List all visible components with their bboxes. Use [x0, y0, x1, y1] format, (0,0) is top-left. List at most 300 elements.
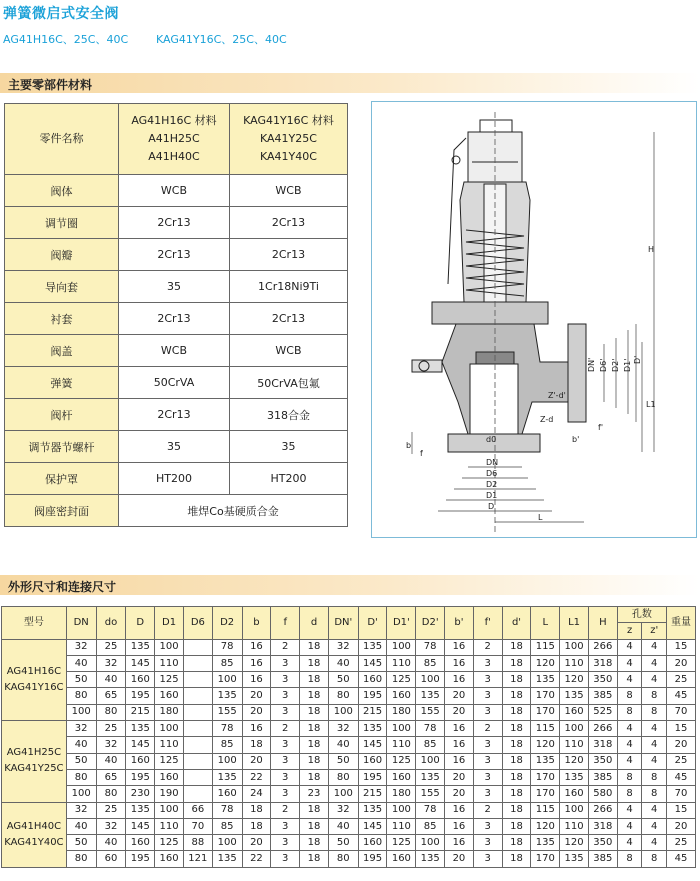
- table-cell: 16: [242, 655, 271, 671]
- table-cell: 195: [358, 851, 387, 867]
- table-row: [5, 335, 348, 367]
- table-cell: 110: [155, 818, 184, 834]
- table-cell: 2: [473, 721, 502, 737]
- column-header: D1': [387, 607, 416, 640]
- table-cell: 25: [96, 802, 126, 818]
- table-cell: 350: [588, 753, 617, 769]
- table-cell: [183, 769, 212, 785]
- table-cell: 8: [617, 786, 642, 802]
- table-cell: 18: [300, 737, 329, 753]
- material-value: WCB: [119, 175, 230, 207]
- table-cell: 350: [588, 672, 617, 688]
- model-cell: [2, 721, 67, 802]
- table-cell: 3: [473, 851, 502, 867]
- table-cell: 385: [588, 851, 617, 867]
- table-cell: 100: [155, 721, 184, 737]
- table-row: [5, 431, 348, 463]
- table-cell: 18: [502, 639, 531, 655]
- table-cell: 160: [212, 786, 242, 802]
- table-cell: 525: [588, 704, 617, 720]
- table-cell: 8: [617, 769, 642, 785]
- table-cell: 18: [300, 704, 329, 720]
- header-line: KA41Y40C: [260, 150, 317, 163]
- table-cell: 135: [212, 769, 242, 785]
- table-cell: 4: [642, 672, 667, 688]
- table-cell: 25: [667, 672, 696, 688]
- table-cell: 4: [642, 639, 667, 655]
- table-cell: 3: [271, 704, 300, 720]
- label-fp: f': [598, 423, 604, 432]
- table-cell: 4: [617, 737, 642, 753]
- model-cell: [2, 802, 67, 867]
- column-header: L: [531, 607, 560, 640]
- table-cell: 195: [358, 769, 387, 785]
- table-cell: 18: [300, 639, 329, 655]
- table-cell: 120: [531, 655, 560, 671]
- label-D2p: D2': [611, 358, 620, 372]
- table-cell: 40: [96, 835, 126, 851]
- table-row: [5, 175, 348, 207]
- table-cell: 78: [416, 802, 445, 818]
- table-cell: 18: [502, 835, 531, 851]
- table-cell: 145: [358, 737, 387, 753]
- table-cell: 8: [642, 786, 667, 802]
- column-subheader: z: [617, 623, 642, 639]
- table-cell: 195: [358, 688, 387, 704]
- table-cell: 3: [271, 672, 300, 688]
- table-cell: 4: [642, 655, 667, 671]
- table-cell: 170: [531, 769, 560, 785]
- table-cell: 2: [271, 721, 300, 737]
- table-cell: 20: [445, 851, 474, 867]
- table-cell: 78: [416, 639, 445, 655]
- table-cell: 40: [66, 737, 96, 753]
- table-cell: 78: [416, 721, 445, 737]
- table-cell: 145: [126, 818, 155, 834]
- table-cell: 23: [300, 786, 329, 802]
- table-cell: 135: [212, 851, 242, 867]
- material-value: 50CrVA: [119, 367, 230, 399]
- column-header: 型号: [2, 607, 67, 640]
- material-value: WCB: [229, 175, 347, 207]
- table-cell: 18: [502, 721, 531, 737]
- table-cell: [183, 704, 212, 720]
- table-cell: 155: [416, 704, 445, 720]
- table-row: [2, 639, 696, 655]
- table-cell: 115: [531, 721, 560, 737]
- table-cell: 4: [642, 721, 667, 737]
- table-row: [2, 721, 696, 737]
- table-cell: 32: [66, 802, 96, 818]
- part-name: 调节圈: [5, 207, 119, 239]
- table-cell: 18: [300, 818, 329, 834]
- table-cell: 40: [96, 672, 126, 688]
- table-cell: 100: [212, 672, 242, 688]
- table-cell: 195: [126, 851, 155, 867]
- table-cell: 20: [242, 835, 271, 851]
- table-cell: 170: [531, 704, 560, 720]
- table-cell: 160: [155, 851, 184, 867]
- material-value: 2Cr13: [119, 303, 230, 335]
- table-cell: 3: [473, 769, 502, 785]
- material-value: 2Cr13: [229, 239, 347, 271]
- table-cell: 170: [531, 688, 560, 704]
- table-cell: 100: [560, 639, 589, 655]
- table-cell: 65: [96, 769, 126, 785]
- table-cell: 125: [387, 672, 416, 688]
- material-value: 35: [229, 431, 347, 463]
- table-cell: 318: [588, 655, 617, 671]
- table-cell: 145: [126, 655, 155, 671]
- table-cell: 16: [445, 672, 474, 688]
- table-cell: 110: [560, 737, 589, 753]
- label-L: L: [538, 513, 543, 522]
- table-cell: 100: [387, 802, 416, 818]
- table-cell: 45: [667, 769, 696, 785]
- table-cell: 350: [588, 835, 617, 851]
- table-cell: 16: [242, 721, 271, 737]
- column-header: b: [242, 607, 271, 640]
- table-cell: 50: [328, 753, 358, 769]
- table-cell: 8: [642, 769, 667, 785]
- table-cell: 40: [66, 655, 96, 671]
- table-cell: 20: [667, 737, 696, 753]
- dimensions-table: [1, 606, 696, 868]
- header-line: A41H25C: [148, 132, 200, 145]
- table-cell: 3: [473, 835, 502, 851]
- table-cell: 4: [617, 802, 642, 818]
- table-cell: 50: [66, 835, 96, 851]
- column-header: D2': [416, 607, 445, 640]
- section-header-dimensions: [0, 575, 700, 595]
- material-value: HT200: [119, 463, 230, 495]
- column-header: D': [358, 607, 387, 640]
- table-cell: 115: [531, 802, 560, 818]
- table-cell: 190: [155, 786, 184, 802]
- table-cell: 160: [358, 672, 387, 688]
- table-cell: 100: [416, 835, 445, 851]
- label-zdp: Z'-d': [548, 391, 566, 400]
- table-cell: 110: [387, 737, 416, 753]
- column-header: d: [300, 607, 329, 640]
- table-cell: 18: [300, 672, 329, 688]
- table-cell: 20: [445, 704, 474, 720]
- table-cell: 8: [617, 704, 642, 720]
- table-row: [5, 239, 348, 271]
- material-value: 2Cr13: [229, 207, 347, 239]
- table-cell: 135: [416, 769, 445, 785]
- table-cell: 15: [667, 639, 696, 655]
- materials-table: [4, 103, 348, 527]
- column-subheader: z': [642, 623, 667, 639]
- table-cell: 18: [502, 851, 531, 867]
- material-value: 2Cr13: [119, 399, 230, 431]
- table-cell: 135: [126, 802, 155, 818]
- table-row: [2, 704, 696, 720]
- table-cell: 80: [328, 851, 358, 867]
- table-cell: 110: [560, 818, 589, 834]
- table-cell: 125: [387, 835, 416, 851]
- table-cell: 195: [126, 769, 155, 785]
- table-cell: 155: [212, 704, 242, 720]
- table-cell: 3: [271, 769, 300, 785]
- table-cell: 88: [183, 835, 212, 851]
- table-cell: 78: [212, 639, 242, 655]
- table-cell: 18: [300, 835, 329, 851]
- table-cell: 120: [531, 737, 560, 753]
- table-cell: 100: [387, 721, 416, 737]
- table-cell: 135: [560, 851, 589, 867]
- table-cell: 266: [588, 639, 617, 655]
- table-cell: 85: [416, 655, 445, 671]
- label-L1: L1: [646, 400, 656, 409]
- table-cell: 110: [387, 655, 416, 671]
- table-cell: 20: [242, 753, 271, 769]
- table-cell: 16: [242, 672, 271, 688]
- model-cell: [2, 639, 67, 720]
- table-cell: [183, 786, 212, 802]
- model-series-b: KAG41Y16C、25C、40C: [156, 33, 287, 46]
- table-cell: 80: [66, 851, 96, 867]
- material-value: 堆焊Co基硬质合金: [119, 495, 348, 527]
- table-cell: 8: [642, 851, 667, 867]
- table-cell: 18: [242, 737, 271, 753]
- label-b: b: [406, 441, 412, 450]
- label-Dp: D': [633, 355, 642, 364]
- table-row: [2, 835, 696, 851]
- table-cell: 25: [667, 753, 696, 769]
- table-cell: 32: [96, 655, 126, 671]
- table-cell: 78: [212, 802, 242, 818]
- table-cell: 50: [328, 672, 358, 688]
- table-cell: 135: [358, 802, 387, 818]
- column-header: D: [126, 607, 155, 640]
- table-cell: 100: [212, 835, 242, 851]
- table-cell: 195: [126, 688, 155, 704]
- table-cell: 18: [502, 802, 531, 818]
- table-cell: [183, 737, 212, 753]
- table-cell: 32: [66, 639, 96, 655]
- table-cell: 100: [328, 704, 358, 720]
- table-cell: 135: [126, 639, 155, 655]
- table-cell: 25: [667, 835, 696, 851]
- table-cell: 155: [416, 786, 445, 802]
- label-zd: Z-d: [540, 415, 554, 424]
- table-cell: 4: [642, 835, 667, 851]
- label-D: D: [488, 502, 495, 511]
- table-cell: 160: [358, 835, 387, 851]
- table-cell: 215: [358, 704, 387, 720]
- table-cell: 40: [328, 737, 358, 753]
- table-cell: 85: [416, 737, 445, 753]
- table-cell: 110: [560, 655, 589, 671]
- column-header: 孔数: [617, 607, 666, 623]
- table-cell: 125: [387, 753, 416, 769]
- table-cell: 100: [212, 753, 242, 769]
- table-cell: 85: [416, 818, 445, 834]
- table-cell: 32: [328, 721, 358, 737]
- table-cell: 20: [667, 818, 696, 834]
- table-cell: 580: [588, 786, 617, 802]
- model-name: AG41H40C: [6, 820, 62, 832]
- table-cell: 85: [212, 737, 242, 753]
- table-cell: 318: [588, 818, 617, 834]
- table-cell: 16: [445, 655, 474, 671]
- table-cell: 80: [66, 769, 96, 785]
- table-cell: 22: [242, 851, 271, 867]
- table-cell: 135: [416, 688, 445, 704]
- table-cell: 16: [445, 835, 474, 851]
- table-cell: 3: [271, 737, 300, 753]
- table-row: [5, 207, 348, 239]
- table-cell: 3: [473, 688, 502, 704]
- table-cell: 32: [328, 802, 358, 818]
- table-cell: 160: [387, 688, 416, 704]
- part-name: 阀座密封面: [5, 495, 119, 527]
- column-header: D1: [155, 607, 184, 640]
- table-cell: 120: [560, 672, 589, 688]
- part-name: 阀盖: [5, 335, 119, 367]
- table-cell: 50: [66, 753, 96, 769]
- table-cell: 170: [531, 786, 560, 802]
- table-cell: 18: [502, 737, 531, 753]
- table-cell: 4: [617, 721, 642, 737]
- table-cell: 135: [358, 639, 387, 655]
- table-row: [2, 802, 696, 818]
- model-series-a: AG41H16C、25C、40C: [3, 33, 129, 46]
- table-cell: 18: [300, 851, 329, 867]
- column-header: D2: [212, 607, 242, 640]
- table-header-row: [5, 104, 348, 175]
- table-cell: 160: [387, 769, 416, 785]
- table-cell: 18: [502, 704, 531, 720]
- column-header: DN: [66, 607, 96, 640]
- table-cell: 32: [66, 721, 96, 737]
- label-D1p: D1': [623, 358, 632, 372]
- table-cell: 70: [667, 786, 696, 802]
- table-cell: 145: [358, 818, 387, 834]
- table-cell: 20: [242, 704, 271, 720]
- table-cell: 160: [358, 753, 387, 769]
- table-cell: 22: [242, 769, 271, 785]
- table-cell: 4: [617, 835, 642, 851]
- table-cell: [183, 655, 212, 671]
- material-value: 1Cr18Ni9Ti: [229, 271, 347, 303]
- table-cell: 20: [242, 688, 271, 704]
- table-cell: 100: [416, 753, 445, 769]
- table-cell: 4: [617, 655, 642, 671]
- table-cell: 125: [155, 672, 184, 688]
- table-cell: 170: [531, 851, 560, 867]
- label-H: H: [648, 245, 655, 254]
- table-cell: 3: [473, 786, 502, 802]
- part-name: 阀瓣: [5, 239, 119, 271]
- table-cell: 66: [183, 802, 212, 818]
- table-cell: 32: [96, 737, 126, 753]
- table-row: [2, 818, 696, 834]
- material-value: 35: [119, 431, 230, 463]
- column-header: 重量: [667, 607, 696, 640]
- table-row: [5, 399, 348, 431]
- table-cell: 80: [66, 688, 96, 704]
- table-cell: 16: [445, 753, 474, 769]
- part-name: 导向套: [5, 271, 119, 303]
- header-material-b: [229, 104, 347, 175]
- table-cell: 120: [531, 818, 560, 834]
- table-row: [5, 463, 348, 495]
- material-value: 50CrVA包氟: [229, 367, 347, 399]
- table-cell: 100: [155, 802, 184, 818]
- table-cell: 120: [560, 753, 589, 769]
- part-name: 阀杆: [5, 399, 119, 431]
- table-cell: 3: [473, 818, 502, 834]
- table-row: [5, 367, 348, 399]
- table-row: [2, 737, 696, 753]
- table-cell: 16: [242, 639, 271, 655]
- table-cell: 3: [271, 786, 300, 802]
- table-cell: 100: [66, 704, 96, 720]
- table-cell: 60: [96, 851, 126, 867]
- label-f: f: [420, 449, 423, 458]
- material-value: 2Cr13: [119, 239, 230, 271]
- table-cell: 3: [271, 818, 300, 834]
- header-part-name: 零件名称: [5, 104, 119, 175]
- table-cell: 100: [560, 721, 589, 737]
- column-header: d': [502, 607, 531, 640]
- table-cell: 8: [642, 688, 667, 704]
- table-cell: 18: [300, 802, 329, 818]
- table-cell: 160: [560, 786, 589, 802]
- table-cell: 110: [155, 737, 184, 753]
- table-cell: 266: [588, 721, 617, 737]
- header-line: AG41H16C 材料: [131, 114, 217, 127]
- label-D1: D1: [486, 491, 498, 500]
- table-cell: 4: [617, 753, 642, 769]
- table-cell: 3: [271, 753, 300, 769]
- table-cell: 85: [212, 818, 242, 834]
- table-cell: 18: [502, 655, 531, 671]
- material-value: 2Cr13: [119, 207, 230, 239]
- table-cell: 16: [445, 737, 474, 753]
- table-cell: 135: [416, 851, 445, 867]
- table-cell: 100: [387, 639, 416, 655]
- table-cell: 135: [531, 835, 560, 851]
- table-cell: 120: [560, 835, 589, 851]
- table-cell: 16: [445, 802, 474, 818]
- label-D6p: D6': [599, 358, 608, 372]
- table-cell: 4: [617, 639, 642, 655]
- material-value: 318合金: [229, 399, 347, 431]
- table-row: [5, 271, 348, 303]
- table-cell: 18: [502, 753, 531, 769]
- table-cell: 145: [358, 655, 387, 671]
- table-cell: 20: [445, 769, 474, 785]
- table-cell: 80: [96, 786, 126, 802]
- part-name: 弹簧: [5, 367, 119, 399]
- material-value: 2Cr13: [229, 303, 347, 335]
- table-row: [2, 688, 696, 704]
- table-cell: 85: [212, 655, 242, 671]
- table-cell: 100: [416, 672, 445, 688]
- table-cell: 160: [126, 672, 155, 688]
- column-header: D6: [183, 607, 212, 640]
- table-cell: 3: [473, 737, 502, 753]
- table-row: [5, 495, 348, 527]
- table-cell: 80: [328, 688, 358, 704]
- table-cell: 78: [212, 721, 242, 737]
- table-cell: 65: [96, 688, 126, 704]
- table-cell: 180: [387, 786, 416, 802]
